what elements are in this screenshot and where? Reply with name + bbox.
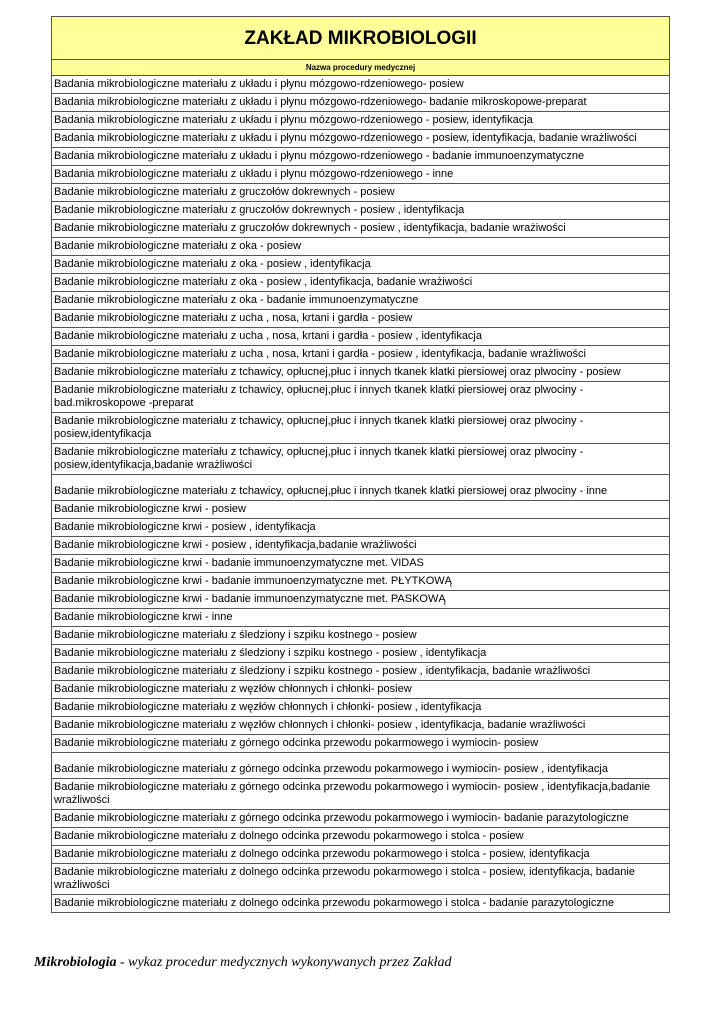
table-row bbox=[52, 238, 670, 256]
table-row bbox=[52, 166, 670, 184]
procedure-cell: Badania mikrobiologiczne materiału z układu i płynu mózgowo-rdzeniowego- posiew bbox=[52, 76, 670, 94]
table-row bbox=[52, 292, 670, 310]
procedure-cell: Badanie mikrobiologiczne materiału z górnego odcinka przewodu pokarmowego i wymiocin- posiew , identyfikacja,badanie wrażliwości bbox=[52, 779, 670, 810]
table-row bbox=[52, 413, 670, 444]
procedure-cell: Badanie mikrobiologiczne krwi - posiew , identyfikacja,badanie wrażliwości bbox=[52, 537, 670, 555]
procedure-cell: Badanie mikrobiologiczne materiału z węzłów chłonnych i chłonki- posiew , identyfikacja bbox=[52, 699, 670, 717]
procedure-cell: Badania mikrobiologiczne materiału z układu i płynu mózgowo-rdzeniowego - badanie immunoenzymatyczne bbox=[52, 148, 670, 166]
procedure-cell: Badanie mikrobiologiczne materiału z tchawicy, opłucnej,płuc i innych tkanek klatki piersiowej oraz plwociny - bad.mikroskopowe -preparat bbox=[52, 382, 670, 413]
page-title: ZAKŁAD MIKROBIOLOGII bbox=[51, 16, 670, 59]
procedure-cell: Badanie mikrobiologiczne materiału z ucha , nosa, krtani i gardła - posiew , identyfikacja bbox=[52, 328, 670, 346]
footer-bold: Mikrobiologia bbox=[34, 955, 117, 970]
table-row bbox=[52, 76, 670, 94]
table-row bbox=[52, 364, 670, 382]
table-row bbox=[52, 184, 670, 202]
procedure-cell: Badania mikrobiologiczne materiału z układu i płynu mózgowo-rdzeniowego - posiew, identyfikacja bbox=[52, 112, 670, 130]
table-row bbox=[52, 148, 670, 166]
table-row bbox=[52, 753, 670, 779]
procedure-cell: Badanie mikrobiologiczne materiału z dolnego odcinka przewodu pokarmowego i stolca - posiew, identyfikacja, badanie wrażliwości bbox=[52, 864, 670, 895]
table-row bbox=[52, 810, 670, 828]
table-row bbox=[52, 94, 670, 112]
procedure-cell: Badania mikrobiologiczne materiału z układu i płynu mózgowo-rdzeniowego- badanie mikroskopowe-preparat bbox=[52, 94, 670, 112]
procedure-cell: Badanie mikrobiologiczne materiału z tchawicy, opłucnej,płuc i innych tkanek klatki piersiowej oraz plwociny - posiew,identyfikacja,badanie wrażliwości bbox=[52, 444, 670, 475]
procedure-cell: Badanie mikrobiologiczne materiału z oka - posiew , identyfikacja bbox=[52, 256, 670, 274]
footer-caption bbox=[34, 955, 451, 971]
procedure-cell: Badanie mikrobiologiczne materiału z górnego odcinka przewodu pokarmowego i wymiocin- posiew , identyfikacja bbox=[52, 753, 670, 779]
procedure-cell: Badanie mikrobiologiczne krwi - posiew bbox=[52, 501, 670, 519]
table-row bbox=[52, 444, 670, 475]
procedure-cell: Badanie mikrobiologiczne materiału z dolnego odcinka przewodu pokarmowego i stolca - badanie parazytologiczne bbox=[52, 895, 670, 913]
table-row bbox=[52, 555, 670, 573]
table-row bbox=[52, 895, 670, 913]
procedure-cell: Badanie mikrobiologiczne krwi - posiew , identyfikacja bbox=[52, 519, 670, 537]
procedure-cell: Badanie mikrobiologiczne materiału z gruczołów dokrewnych - posiew , identyfikacja bbox=[52, 202, 670, 220]
table-row bbox=[52, 519, 670, 537]
table-row bbox=[52, 112, 670, 130]
procedure-cell: Badanie mikrobiologiczne materiału z węzłów chłonnych i chłonki- posiew bbox=[52, 681, 670, 699]
procedures-sheet bbox=[51, 16, 670, 913]
procedure-cell: Badanie mikrobiologiczne materiału z gruczołów dokrewnych - posiew bbox=[52, 184, 670, 202]
procedure-cell: Badanie mikrobiologiczne materiału z górnego odcinka przewodu pokarmowego i wymiocin- posiew bbox=[52, 735, 670, 753]
procedure-cell: Badanie mikrobiologiczne materiału z górnego odcinka przewodu pokarmowego i wymiocin- badanie parazytologiczne bbox=[52, 810, 670, 828]
table-row bbox=[52, 328, 670, 346]
table-row bbox=[52, 779, 670, 810]
table-row bbox=[52, 627, 670, 645]
table-row bbox=[52, 130, 670, 148]
procedure-cell: Badanie mikrobiologiczne krwi - badanie immunoenzymatyczne met. VIDAS bbox=[52, 555, 670, 573]
table-row bbox=[52, 609, 670, 627]
table-row bbox=[52, 310, 670, 328]
procedure-cell: Badanie mikrobiologiczne materiału z śledziony i szpiku kostnego - posiew , identyfikacja bbox=[52, 645, 670, 663]
procedure-cell: Badania mikrobiologiczne materiału z układu i płynu mózgowo-rdzeniowego - posiew, identyfikacja, badanie wrażliwości bbox=[52, 130, 670, 148]
procedure-cell: Badanie mikrobiologiczne materiału z tchawicy, opłucnej,płuc i innych tkanek klatki piersiowej oraz plwociny - posiew bbox=[52, 364, 670, 382]
table-row bbox=[52, 346, 670, 364]
table-row bbox=[52, 501, 670, 519]
procedure-cell: Badanie mikrobiologiczne materiału z dolnego odcinka przewodu pokarmowego i stolca - posiew bbox=[52, 828, 670, 846]
table-row bbox=[52, 573, 670, 591]
procedures-table bbox=[51, 75, 670, 913]
procedure-cell: Badanie mikrobiologiczne materiału z tchawicy, opłucnej,płuc i innych tkanek klatki piersiowej oraz plwociny - inne bbox=[52, 475, 670, 501]
procedure-cell: Badanie mikrobiologiczne materiału z oka - badanie immunoenzymatyczne bbox=[52, 292, 670, 310]
procedure-cell: Badanie mikrobiologiczne materiału z śledziony i szpiku kostnego - posiew bbox=[52, 627, 670, 645]
footer-text: - wykaz procedur medycznych wykonywanych przez Zakład bbox=[116, 955, 452, 970]
procedure-cell: Badanie mikrobiologiczne materiału z dolnego odcinka przewodu pokarmowego i stolca - posiew, identyfikacja bbox=[52, 846, 670, 864]
table-row bbox=[52, 663, 670, 681]
table-row bbox=[52, 681, 670, 699]
procedure-cell: Badanie mikrobiologiczne materiału z śledziony i szpiku kostnego - posiew , identyfikacja, badanie wrażliwości bbox=[52, 663, 670, 681]
procedure-cell: Badanie mikrobiologiczne materiału z ucha , nosa, krtani i gardła - posiew , identyfikacja, badanie wrażliwości bbox=[52, 346, 670, 364]
procedure-cell: Badania mikrobiologiczne materiału z układu i płynu mózgowo-rdzeniowego - inne bbox=[52, 166, 670, 184]
procedure-cell: Badanie mikrobiologiczne materiału z oka - posiew , identyfikacja, badanie wrażiwości bbox=[52, 274, 670, 292]
table-row bbox=[52, 735, 670, 753]
table-row bbox=[52, 591, 670, 609]
column-header: Nazwa procedury medycznej bbox=[51, 59, 670, 75]
table-row bbox=[52, 220, 670, 238]
table-row bbox=[52, 699, 670, 717]
procedure-cell: Badanie mikrobiologiczne materiału z węzłów chłonnych i chłonki- posiew , identyfikacja, badanie wrażliwości bbox=[52, 717, 670, 735]
procedure-cell: Badanie mikrobiologiczne materiału z tchawicy, opłucnej,płuc i innych tkanek klatki piersiowej oraz plwociny - posiew,identyfikacja bbox=[52, 413, 670, 444]
procedure-cell: Badanie mikrobiologiczne krwi - badanie immunoenzymatyczne met. PŁYTKOWĄ bbox=[52, 573, 670, 591]
table-row bbox=[52, 645, 670, 663]
table-row bbox=[52, 537, 670, 555]
procedure-cell: Badanie mikrobiologiczne materiału z gruczołów dokrewnych - posiew , identyfikacja, badanie wrażiwości bbox=[52, 220, 670, 238]
procedure-cell: Badanie mikrobiologiczne materiału z ucha , nosa, krtani i gardła - posiew bbox=[52, 310, 670, 328]
table-row bbox=[52, 274, 670, 292]
procedure-cell: Badanie mikrobiologiczne krwi - inne bbox=[52, 609, 670, 627]
table-row bbox=[52, 828, 670, 846]
table-row bbox=[52, 475, 670, 501]
table-row bbox=[52, 202, 670, 220]
table-row bbox=[52, 717, 670, 735]
table-row bbox=[52, 864, 670, 895]
procedure-cell: Badanie mikrobiologiczne krwi - badanie immunoenzymatyczne met. PASKOWĄ bbox=[52, 591, 670, 609]
table-row bbox=[52, 846, 670, 864]
table-row bbox=[52, 382, 670, 413]
procedure-cell: Badanie mikrobiologiczne materiału z oka - posiew bbox=[52, 238, 670, 256]
table-row bbox=[52, 256, 670, 274]
